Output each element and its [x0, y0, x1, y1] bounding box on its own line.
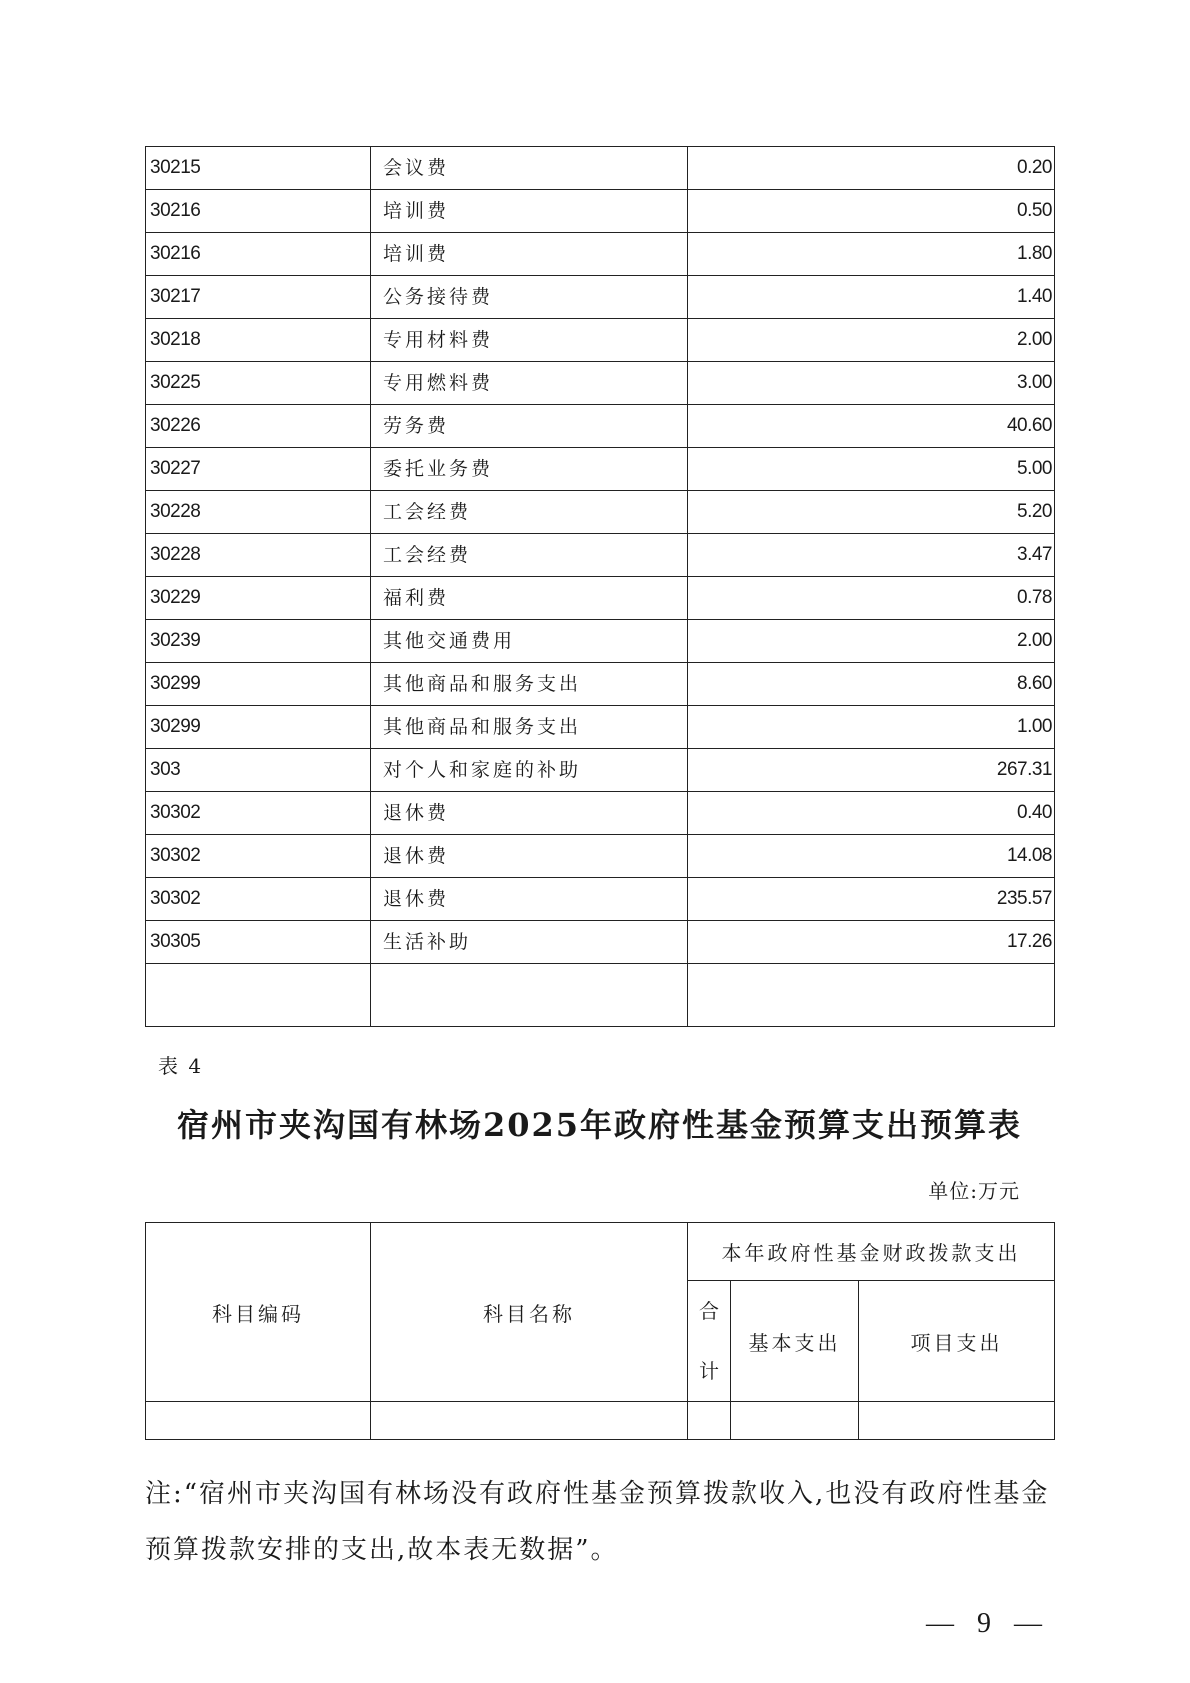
subject-code-cell: 30229 — [146, 577, 371, 620]
table-row — [146, 448, 1055, 491]
subject-code-cell: 30216 — [146, 190, 371, 233]
table-row — [146, 276, 1055, 319]
amount-cell: 5.00 — [688, 448, 1055, 491]
subject-code-cell: 30216 — [146, 233, 371, 276]
table-row — [146, 190, 1055, 233]
header-basic-expenditure: 基本支出 — [731, 1281, 859, 1402]
subject-code-cell: 30215 — [146, 147, 371, 190]
amount-cell: 0.78 — [688, 577, 1055, 620]
subject-code-cell: 30228 — [146, 534, 371, 577]
table-row — [146, 878, 1055, 921]
table-row — [146, 663, 1055, 706]
amount-cell: 0.50 — [688, 190, 1055, 233]
header-subject-name: 科目名称 — [371, 1223, 688, 1402]
subject-code-cell: 30299 — [146, 663, 371, 706]
subject-name-cell: 其他商品和服务支出 — [371, 706, 688, 749]
table-row — [146, 534, 1055, 577]
table-row — [146, 706, 1055, 749]
page-number: — 9 — — [926, 1608, 1050, 1639]
table-row — [146, 491, 1055, 534]
amount-cell: 14.08 — [688, 835, 1055, 878]
table-row — [146, 362, 1055, 405]
header-subject-code: 科目编码 — [146, 1223, 371, 1402]
table-row — [146, 319, 1055, 362]
subject-name-cell: 退休费 — [371, 792, 688, 835]
table-cell — [146, 1402, 371, 1440]
fund-budget-table — [145, 1222, 1055, 1440]
subject-code-cell: 30218 — [146, 319, 371, 362]
expenditure-table-body — [146, 147, 1055, 1027]
subject-code-cell: 30299 — [146, 706, 371, 749]
amount-cell: 40.60 — [688, 405, 1055, 448]
subject-code-cell: 30239 — [146, 620, 371, 663]
table-cell — [371, 1402, 688, 1440]
subject-name-cell: 福利费 — [371, 577, 688, 620]
subject-code-cell: 30302 — [146, 792, 371, 835]
table-cell — [371, 964, 688, 1027]
subject-name-cell: 培训费 — [371, 233, 688, 276]
amount-cell: 8.60 — [688, 663, 1055, 706]
table-row — [146, 405, 1055, 448]
table-cell — [688, 1402, 731, 1440]
amount-cell: 2.00 — [688, 620, 1055, 663]
amount-cell: 3.00 — [688, 362, 1055, 405]
subject-code-cell: 30302 — [146, 878, 371, 921]
amount-cell: 235.57 — [688, 878, 1055, 921]
header-project-expenditure: 项目支出 — [859, 1281, 1055, 1402]
subject-code-cell: 303 — [146, 749, 371, 792]
unit-label: 单位:万元 — [928, 1179, 1020, 1203]
subject-name-cell: 培训费 — [371, 190, 688, 233]
subject-name-cell: 劳务费 — [371, 405, 688, 448]
amount-cell: 0.40 — [688, 792, 1055, 835]
empty-data-row — [146, 1402, 1055, 1440]
subject-code-cell: 30225 — [146, 362, 371, 405]
table-row — [146, 577, 1055, 620]
subject-name-cell: 委托业务费 — [371, 448, 688, 491]
subject-name-cell: 专用材料费 — [371, 319, 688, 362]
subject-name-cell: 工会经费 — [371, 534, 688, 577]
subject-name-cell: 专用燃料费 — [371, 362, 688, 405]
table-cell — [859, 1402, 1055, 1440]
subject-name-cell: 生活补助 — [371, 921, 688, 964]
table-row — [146, 835, 1055, 878]
amount-cell: 2.00 — [688, 319, 1055, 362]
table-cell — [146, 964, 371, 1027]
table-cell — [731, 1402, 859, 1440]
note-text: 注:“宿州市夹沟国有林场没有政府性基金预算拨款收入,也没有政府性基金预算拨款安排的支出,故本表无数据”。 — [145, 1479, 1050, 1565]
subject-name-cell: 公务接待费 — [371, 276, 688, 319]
amount-cell: 1.00 — [688, 706, 1055, 749]
table-row — [146, 147, 1055, 190]
table-label: 表 4 — [158, 1054, 204, 1078]
amount-cell: 17.26 — [688, 921, 1055, 964]
blank-row — [146, 964, 1055, 1027]
table-row — [146, 921, 1055, 964]
header-fund-expenditure: 本年政府性基金财政拨款支出 — [688, 1223, 1055, 1281]
page-title: 宿州市夹沟国有林场2025年政府性基金预算支出预算表 — [176, 1106, 1023, 1144]
amount-cell: 0.20 — [688, 147, 1055, 190]
amount-cell: 1.40 — [688, 276, 1055, 319]
amount-cell: 3.47 — [688, 534, 1055, 577]
subject-code-cell: 30228 — [146, 491, 371, 534]
subject-code-cell: 30305 — [146, 921, 371, 964]
subject-code-cell: 30302 — [146, 835, 371, 878]
expenditure-table — [145, 146, 1055, 1027]
subject-name-cell: 退休费 — [371, 835, 688, 878]
subject-name-cell: 会议费 — [371, 147, 688, 190]
subject-code-cell: 30227 — [146, 448, 371, 491]
amount-cell: 1.80 — [688, 233, 1055, 276]
table-row — [146, 233, 1055, 276]
subject-code-cell: 30226 — [146, 405, 371, 448]
header-total: 合计 — [688, 1281, 731, 1402]
subject-name-cell: 其他交通费用 — [371, 620, 688, 663]
table-row — [146, 792, 1055, 835]
amount-cell: 267.31 — [688, 749, 1055, 792]
subject-name-cell: 其他商品和服务支出 — [371, 663, 688, 706]
table-cell — [688, 964, 1055, 1027]
subject-name-cell: 退休费 — [371, 878, 688, 921]
table-row — [146, 620, 1055, 663]
table-row — [146, 749, 1055, 792]
subject-name-cell: 对个人和家庭的补助 — [371, 749, 688, 792]
amount-cell: 5.20 — [688, 491, 1055, 534]
subject-name-cell: 工会经费 — [371, 491, 688, 534]
subject-code-cell: 30217 — [146, 276, 371, 319]
